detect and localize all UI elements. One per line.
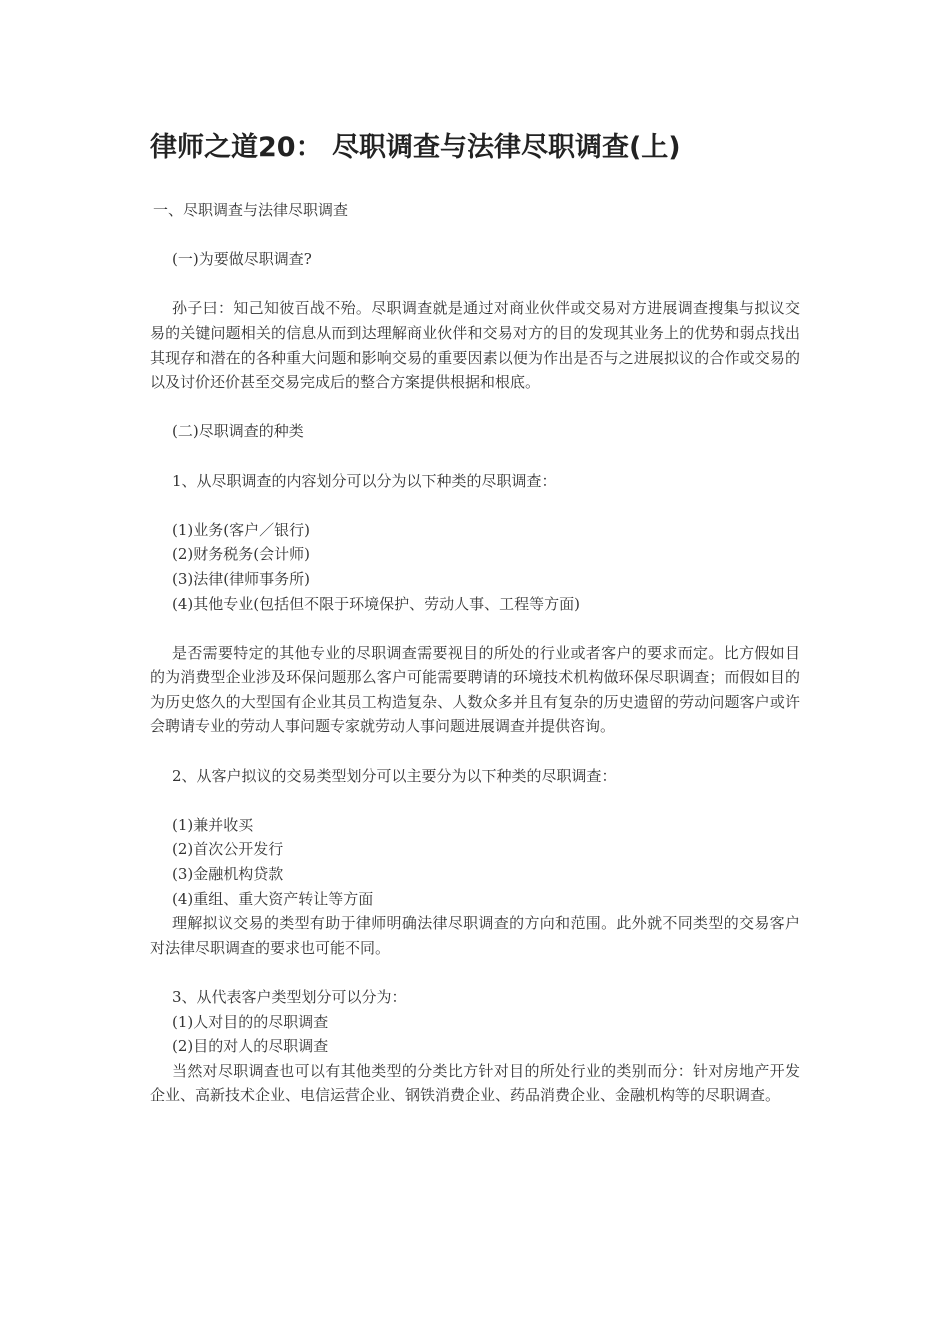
spacer [150, 444, 800, 469]
paragraph-transaction-types: 理解拟议交易的类型有助于律师明确法律尽职调查的方向和范围。此外就不同类型的交易客户对法律尽职调查的要求也可能不同。 [150, 914, 800, 957]
list-item: (2)首次公开发行 [172, 840, 284, 859]
paragraph-other-specialties: 是否需要特定的其他专业的尽职调查需要视目的所处的行业或者客户的要求而定。比方假如目的为消费型企业涉及环保问题那么客户可能需要聘请的环境技术机构做环保尽职调查；而假如目的为历史悠久的大型国有企业其员工构造复杂、人数众多并且有复杂的历史遗留的劳动问题客户或许会聘请专业的劳动人事问题专家就劳动人事问题进展调查并提供咨询。 [150, 643, 800, 736]
spacer [150, 788, 800, 813]
spacer [150, 960, 800, 985]
document-page [150, 128, 800, 1108]
spacer [150, 493, 800, 518]
paragraph-industry-types: 当然对尽职调查也可以有其他类型的分类比方针对目的所处行业的类别而分：针对房地产开发企业、高新技术企业、电信运营企业、钢铁消费企业、药品消费企业、金融机构等的尽职调查。 [150, 1061, 800, 1105]
spacer [150, 272, 800, 297]
document-title: 律师之道20： 尽职调查与法律尽职调查(上) [150, 132, 681, 163]
list-item: (3)法律(律师事务所) [172, 569, 310, 588]
subheading-types: (二)尽职调查的种类 [172, 422, 304, 441]
list-item: (2)目的对人的尽职调查 [172, 1037, 329, 1056]
list-item: (3)金融机构贷款 [172, 865, 284, 884]
spacer [150, 616, 800, 641]
section-heading: 一、尽职调查与法律尽职调查 [153, 201, 349, 219]
paragraph-intro: 孙子曰：知己知彼百战不殆。尽职调查就是通过对商业伙伴或交易对方进展调查搜集与拟议交易的关键问题相关的信息从而到达理解商业伙伴和交易对方的目的发现其业务上的优势和弱点找出其现存和潜在的各种重大问题和影响交易的重要因素以便为作出是否与之进展拟议的合作或交易的以及讨价还价甚至交易完成后的整合方案提供根据和根底。 [150, 299, 800, 392]
list-item: (1)兼并收买 [172, 815, 254, 834]
spacer [150, 395, 800, 420]
spacer [150, 739, 800, 764]
category-3-heading: 3、从代表客户类型划分可以分为： [172, 988, 407, 1006]
list-item: (4)重组、重大资产转让等方面 [172, 889, 374, 908]
spacer [150, 223, 800, 248]
list-item: (4)其他专业(包括但不限于环境保护、劳动人事、工程等方面) [172, 594, 580, 613]
category-1-heading: 1、从尽职调查的内容划分可以分为以下种类的尽职调查： [172, 471, 557, 490]
list-item: (2)财务税务(会计师) [172, 545, 310, 564]
category-2-heading: 2、从客户拟议的交易类型划分可以主要分为以下种类的尽职调查： [172, 766, 617, 785]
subheading-why: (一)为要做尽职调查? [172, 250, 312, 269]
list-item: (1)业务(客户／银行) [172, 520, 310, 539]
list-item: (1)人对目的的尽职调查 [172, 1012, 329, 1031]
